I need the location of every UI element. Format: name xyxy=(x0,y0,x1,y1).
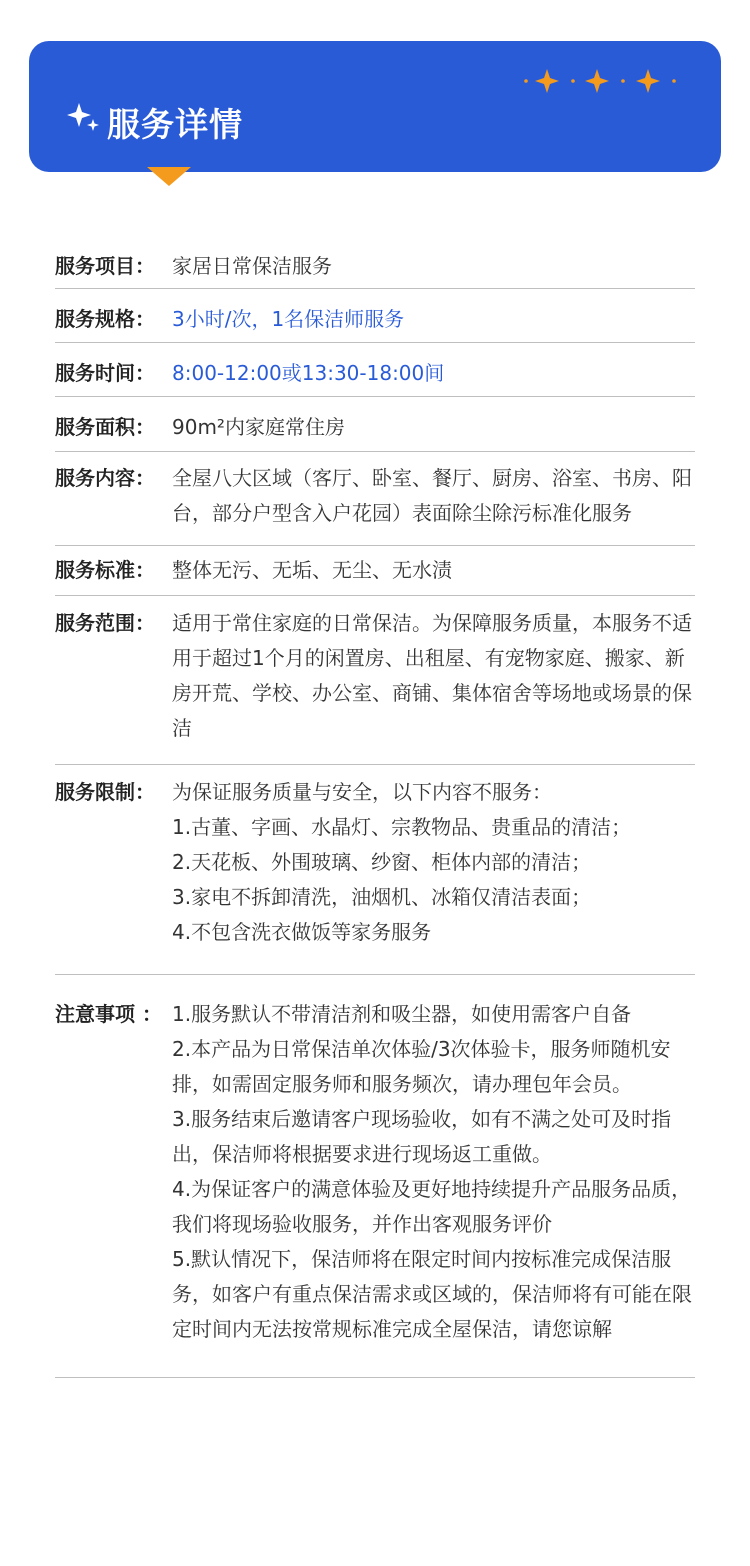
note-line: 4.为保证客户的满意体验及更好地持续提升产品服务品质，我们将现场验收服务，并作出客观服务评价 xyxy=(172,1177,692,1236)
detail-value: 8:00-12:00或13:30-18:00间 xyxy=(172,361,445,385)
detail-label: 服务限制： xyxy=(55,780,155,804)
detail-row-spec xyxy=(55,289,695,343)
detail-value xyxy=(172,775,695,950)
detail-value: 适用于常住家庭的日常保洁。为保障服务质量，本服务不适用于超过1个月的闲置房、出租屋、有宠物家庭、搬家、新房开荒、学校、办公室、商铺、集体宿舍等场地或场景的保洁 xyxy=(172,611,692,740)
page-title: 服务详情 xyxy=(107,105,243,144)
detail-row-notes xyxy=(55,975,695,1378)
detail-value: 家居日常保洁服务 xyxy=(172,254,332,278)
detail-label: 服务时间： xyxy=(55,361,155,385)
detail-row-limits xyxy=(55,765,695,975)
header-banner xyxy=(29,41,721,172)
header-pointer-triangle xyxy=(147,167,191,186)
detail-value: 3小时/次，1名保洁师服务 xyxy=(172,307,405,331)
limit-line: 1.古董、字画、水晶灯、宗教物品、贵重品的清洁； xyxy=(172,815,632,839)
service-details xyxy=(55,236,695,1378)
detail-row-area xyxy=(55,397,695,452)
detail-label: 服务范围： xyxy=(55,611,155,635)
detail-row-content xyxy=(55,452,695,546)
detail-label: 服务项目： xyxy=(55,254,155,278)
detail-row-item xyxy=(55,236,695,289)
limit-line: 3.家电不拆卸清洗，油烟机、冰箱仅清洁表面； xyxy=(172,885,592,909)
detail-label: 服务面积： xyxy=(55,415,155,439)
limit-line: 为保证服务质量与安全，以下内容不服务： xyxy=(172,780,552,804)
note-line: 3.服务结束后邀请客户现场验收，如有不满之处可及时指出，保洁师将根据要求进行现场返工重做。 xyxy=(172,1107,672,1166)
detail-value: 全屋八大区域（客厅、卧室、餐厅、厨房、浴室、书房、阳台，部分户型含入户花园）表面除尘除污标准化服务 xyxy=(172,466,692,525)
detail-label: 服务内容： xyxy=(55,466,155,490)
detail-label: 服务标准： xyxy=(55,558,155,582)
detail-value: 90m²内家庭常住房 xyxy=(172,415,345,439)
detail-row-standard xyxy=(55,546,695,596)
note-line: 1.服务默认不带清洁剂和吸尘器，如使用需客户自备 xyxy=(172,1002,632,1026)
detail-value xyxy=(172,997,695,1347)
limit-line: 4.不包含洗衣做饭等家务服务 xyxy=(172,920,432,944)
detail-row-time xyxy=(55,343,695,397)
star-icon xyxy=(523,66,679,96)
note-line: 5.默认情况下，保洁师将在限定时间内按标准完成保洁服务，如客户有重点保洁需求或区域的，保洁师将有可能在限定时间内无法按常规标准完成全屋保洁，请您谅解 xyxy=(172,1247,692,1341)
note-line: 2.本产品为日常保洁单次体验/3次体验卡，服务师随机安排，如需固定服务师和服务频次，请办理包年会员。 xyxy=(172,1037,671,1096)
detail-label: 服务规格： xyxy=(55,307,155,331)
sparkle-icon xyxy=(65,99,101,135)
detail-row-scope xyxy=(55,596,695,765)
limit-line: 2.天花板、外围玻璃、纱窗、柜体内部的清洁； xyxy=(172,850,592,874)
detail-value: 整体无污、无垢、无尘、无水渍 xyxy=(172,558,452,582)
detail-label: 注意事项 ： xyxy=(55,1002,162,1026)
